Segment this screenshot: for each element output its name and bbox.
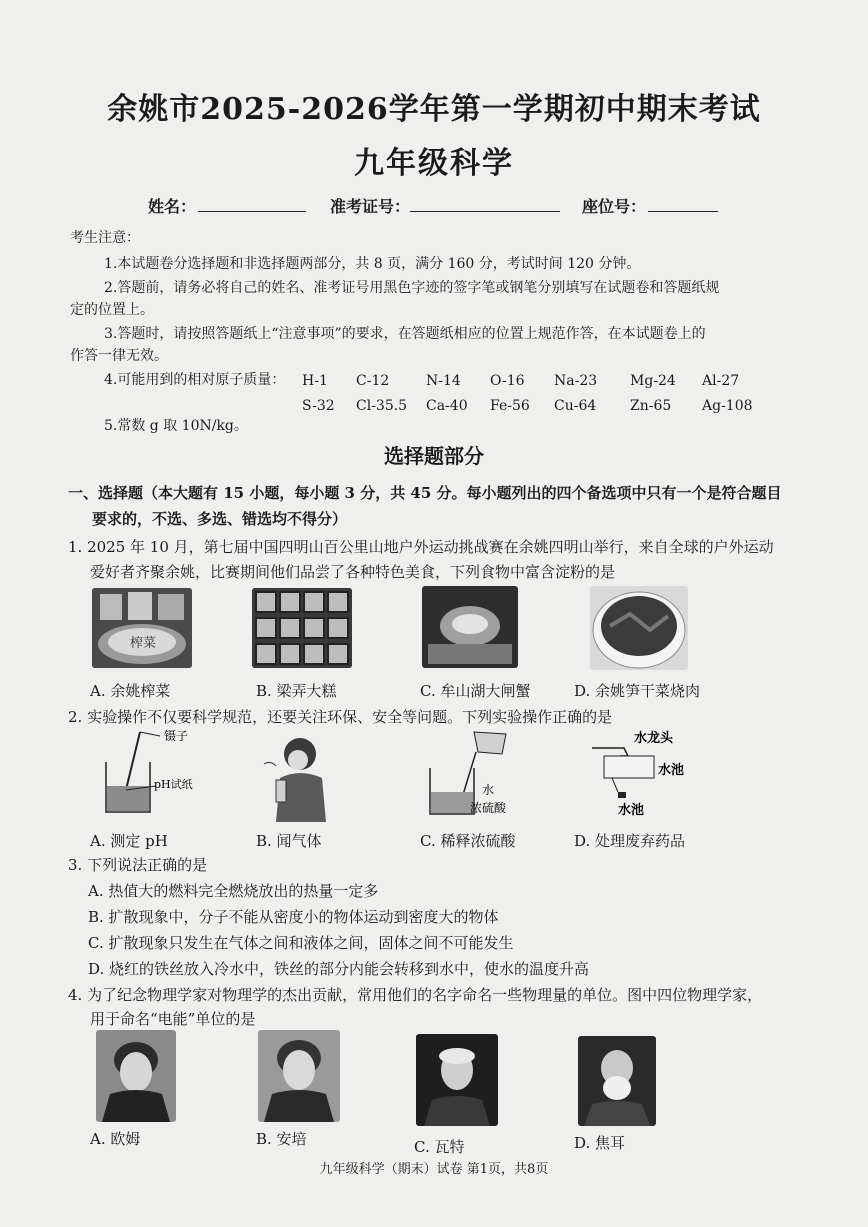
part-instructions-2: 要求的，不选、多选、错选均不得分） (92, 510, 348, 528)
q1-stem-2: 爱好者齐聚余姚，比赛期间他们品尝了各种特色美食，下列食物中富含淀粉的是 (90, 563, 616, 581)
mass-row-2 (302, 393, 762, 418)
mass-item: S-32 (302, 397, 335, 414)
section-title: 选择题部分 (384, 444, 484, 468)
ohm-portrait (96, 1030, 176, 1122)
ampere-portrait-drawing (258, 1030, 340, 1122)
ph-test-diagram (96, 728, 206, 820)
exam-title: 余姚市2025-2026学年第一学期初中期末考试 (107, 92, 761, 127)
q2-option-a[interactable]: A. 测定 pH (90, 832, 168, 850)
mass-item: Cl-35.5 (356, 397, 408, 414)
mass-item: O-16 (490, 372, 525, 389)
mass-item: C-12 (356, 372, 390, 389)
id-label: 准考证号： (330, 197, 411, 216)
crab-photo-drawing (422, 586, 518, 668)
seat-field[interactable] (648, 193, 718, 212)
mass-item: Fe-56 (490, 397, 530, 414)
joule-portrait (578, 1036, 656, 1126)
gaotuan-photo-drawing (252, 588, 352, 668)
sink-label-1: 水池 (658, 763, 685, 778)
dilute-acid-diagram (422, 728, 522, 820)
ampere-portrait (258, 1030, 340, 1122)
q4-stem-2: 用于命名“电能”单位的是 (90, 1010, 256, 1028)
name-field[interactable] (198, 193, 306, 212)
mass-item: Al-27 (702, 372, 740, 389)
note-2: 2.答题前，请务必将自己的姓名、准考证号用黑色字迹的签字笔或钢笔分别填写在试题卷和答题纸规 (104, 280, 720, 296)
bamboo-pork-photo-drawing (590, 586, 688, 670)
mass-item: Cu-64 (554, 397, 597, 414)
mass-item: Ca-40 (426, 397, 468, 414)
seat-label: 座位号： (582, 197, 647, 216)
zhacai-photo-drawing (92, 588, 192, 668)
bamboo-pork-photo (590, 586, 688, 670)
mass-item: Ag-108 (702, 397, 753, 414)
q3-option-c[interactable]: C. 扩散现象只发生在气体之间和液体之间，固体之间不可能发生 (88, 934, 514, 952)
q1-option-c[interactable]: C. 牟山湖大闸蟹 (420, 682, 531, 700)
part-instructions-1: 一、选择题（本大题有 15 小题，每小题 3 分，共 45 分。每小题列出的四个备选项中只有一个是符合题目 (68, 484, 782, 502)
q3-option-a[interactable]: A. 热值大的燃料完全燃烧放出的热量一定多 (88, 882, 379, 900)
crab-photo (422, 586, 518, 668)
name-label: 姓名： (148, 197, 197, 216)
gaotuan-photo (252, 588, 352, 668)
note-1: 1.本试题卷分选择题和非选择题两部分，共 8 页，满分 160 分，考试时间 120 分钟。 (104, 256, 641, 272)
mass-row-1 (302, 368, 762, 393)
q2-option-d[interactable]: D. 处理废弃药品 (574, 832, 686, 850)
q1-stem-1: 1. 2025 年 10 月，第七届中国四明山百公里山地户外运动挑战赛在余姚四明山举行，来自全球的户外运动 (68, 538, 774, 556)
tweezers-label: 镊子 (164, 729, 189, 743)
q1-option-b[interactable]: B. 梁弄大糕 (256, 682, 337, 700)
q2-stem: 2. 实验操作不仅要科学规范，还要关注环保、安全等问题。下列实验操作正确的是 (68, 708, 613, 726)
acid-label: 浓硫酸 (470, 801, 507, 815)
mass-item: N-14 (426, 372, 461, 389)
page-footer: 九年级科学（期末）试卷 第1页，共8页 (319, 1162, 549, 1177)
q1-option-a[interactable]: A. 余姚榨菜 (90, 682, 171, 700)
atomic-mass-table (302, 368, 762, 418)
joule-portrait-drawing (578, 1036, 656, 1126)
ohm-portrait-drawing (96, 1030, 176, 1122)
note-2-cont: 定的位置上。 (70, 302, 154, 318)
exam-subject: 九年级科学 (354, 146, 514, 181)
note-5: 5.常数 g 取 10N/kg。 (104, 418, 248, 434)
q2-option-b[interactable]: B. 闻气体 (256, 832, 322, 850)
q3-option-b[interactable]: B. 扩散现象中，分子不能从密度小的物体运动到密度大的物体 (88, 908, 499, 926)
ph-paper-label: pH试纸 (154, 778, 193, 791)
q4-option-a[interactable]: A. 欧姆 (90, 1130, 141, 1148)
q4-stem-1: 4. 为了纪念物理学家对物理学的杰出贡献，常用他们的名字命名一些物理量的单位。图中四位物理学家， (68, 986, 763, 1004)
smell-gas-diagram (262, 734, 332, 822)
zhacai-photo (92, 588, 192, 668)
q3-stem: 3. 下列说法正确的是 (68, 856, 208, 874)
id-field[interactable] (410, 193, 560, 212)
q4-option-d[interactable]: D. 焦耳 (574, 1134, 626, 1152)
notes-heading: 考生注意： (70, 230, 140, 246)
q3-option-d[interactable]: D. 烧红的铁丝放入冷水中，铁丝的部分内能会转移到水中，使水的温度升高 (88, 960, 590, 978)
q1-option-d[interactable]: D. 余姚笋干菜烧肉 (574, 682, 701, 700)
q2-option-c[interactable]: C. 稀释浓硫酸 (420, 832, 516, 850)
q4-option-c[interactable]: C. 瓦特 (414, 1138, 465, 1156)
mass-item: Mg-24 (630, 372, 676, 389)
mass-item: Na-23 (554, 372, 598, 389)
note-4: 4.可能用到的相对原子质量： (104, 372, 286, 388)
mass-item: Zn-65 (630, 397, 672, 414)
watt-portrait (416, 1034, 498, 1126)
note-3: 3.答题时，请按照答题纸上“注意事项”的要求，在答题纸相应的位置上规范作答，在本试题卷上的 (104, 326, 706, 342)
q4-option-b[interactable]: B. 安培 (256, 1130, 307, 1148)
tap-label: 水龙头 (634, 731, 674, 746)
mass-item: H-1 (302, 372, 328, 389)
zhacai-label: 榨菜 (130, 636, 157, 651)
sink-label-2: 水池 (618, 803, 645, 818)
water-label: 水 (482, 783, 495, 797)
note-3-cont: 作答一律无效。 (70, 348, 168, 364)
waste-disposal-diagram (588, 726, 698, 818)
watt-portrait-drawing (416, 1034, 498, 1126)
